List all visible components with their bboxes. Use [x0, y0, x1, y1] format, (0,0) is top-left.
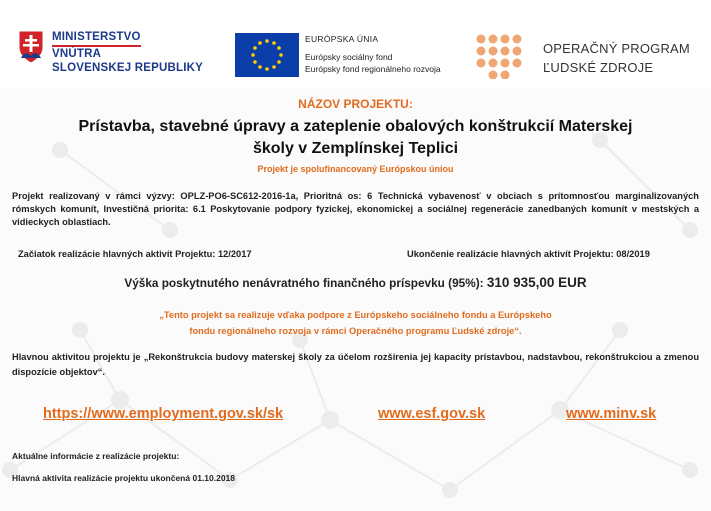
logo-header	[0, 0, 711, 88]
project-heading: NÁZOV PROJEKTU:	[298, 97, 413, 111]
links-row	[0, 406, 711, 430]
ministry-name	[52, 30, 203, 75]
esf-link[interactable]: www.esf.gov.sk	[378, 406, 486, 422]
main-activity: Hlavnou aktivitou projektu je „Rekonštrukcia budovy materskej školy za účelom rozšírenia jej kapacity prístavbou, nadstavbou, rekonštrukciou a zmenou dispozície objektov“.	[12, 352, 699, 377]
grant-amount-value: 310 935,00 EUR	[486, 275, 587, 290]
info-heading: Aktuálne informácie z realizácie projektu:	[12, 451, 180, 461]
eu-flag-icon	[235, 33, 299, 77]
start-date: Začiatok realizácie hlavných aktivít Projektu: 12/2017	[18, 249, 252, 259]
project-title-line1: Prístavba, stavebné úpravy a zateplenie obalových konštrukcií Materskej	[78, 118, 633, 135]
eu-line2: Európsky sociálny fond	[305, 52, 393, 62]
funding-quote-line1: „Tento projekt sa realizuje vďaka podpore z Európskeho sociálneho fondu a Európskeho	[159, 310, 552, 320]
eu-text	[305, 33, 441, 75]
eu-line3: Európsky fond regionálneho rozvoja	[305, 64, 441, 74]
op-line2: ĽUDSKÉ ZDROJE	[543, 60, 654, 75]
minv-link[interactable]: www.minv.sk	[566, 406, 657, 422]
op-dots-icon	[475, 33, 535, 79]
ministry-line1: MINISTERSTVO	[52, 30, 141, 47]
op-logo	[475, 33, 705, 83]
project-title	[20, 116, 691, 160]
project-title-line2: školy v Zemplínskej Teplici	[252, 140, 459, 157]
end-date: Ukončenie realizácie hlavných aktivít Projektu: 08/2019	[407, 249, 650, 259]
funding-quote	[60, 307, 651, 339]
grant-amount	[0, 275, 711, 290]
info-status: Hlavná aktivita realizácie projektu ukončená 01.10.2018	[12, 473, 236, 483]
slovak-coat-of-arms-icon	[18, 30, 44, 64]
eu-logo	[235, 33, 475, 81]
op-text	[543, 39, 690, 77]
ministry-line3: SLOVENSKEJ REPUBLIKY	[52, 62, 203, 74]
ministry-logo	[18, 30, 218, 80]
employment-link[interactable]: https://www.employment.gov.sk/sk	[43, 406, 284, 422]
op-line1: OPERAČNÝ PROGRAM	[543, 41, 690, 56]
grant-amount-label: Výška poskytnutého nenávratného finančného príspevku (95%):	[124, 276, 487, 290]
project-subtitle: Projekt je spolufinancovaný Európskou úniou	[257, 164, 454, 174]
funding-quote-line2: fondu regionálneho rozvoja v rámci Operačného programu Ľudské zdroje“.	[189, 326, 522, 336]
ministry-line2: VNÚTRA	[52, 48, 102, 60]
call-description: Projekt realizovaný v rámci výzvy: OPLZ-PO6-SC612-2016-1a, Prioritná os: 6 Technická vybavenosť v obciach s prítomnosťou marginalizovaných rómskych komunít, Investičná priorita: 6.1 Poskytovanie podpory fyzickej, ekonomickej a sociálnej regenerácie zanedbaných komunít v mestských a vidieckych oblastiach.	[12, 191, 699, 227]
eu-line1: EURÓPSKA ÚNIA	[305, 34, 379, 44]
